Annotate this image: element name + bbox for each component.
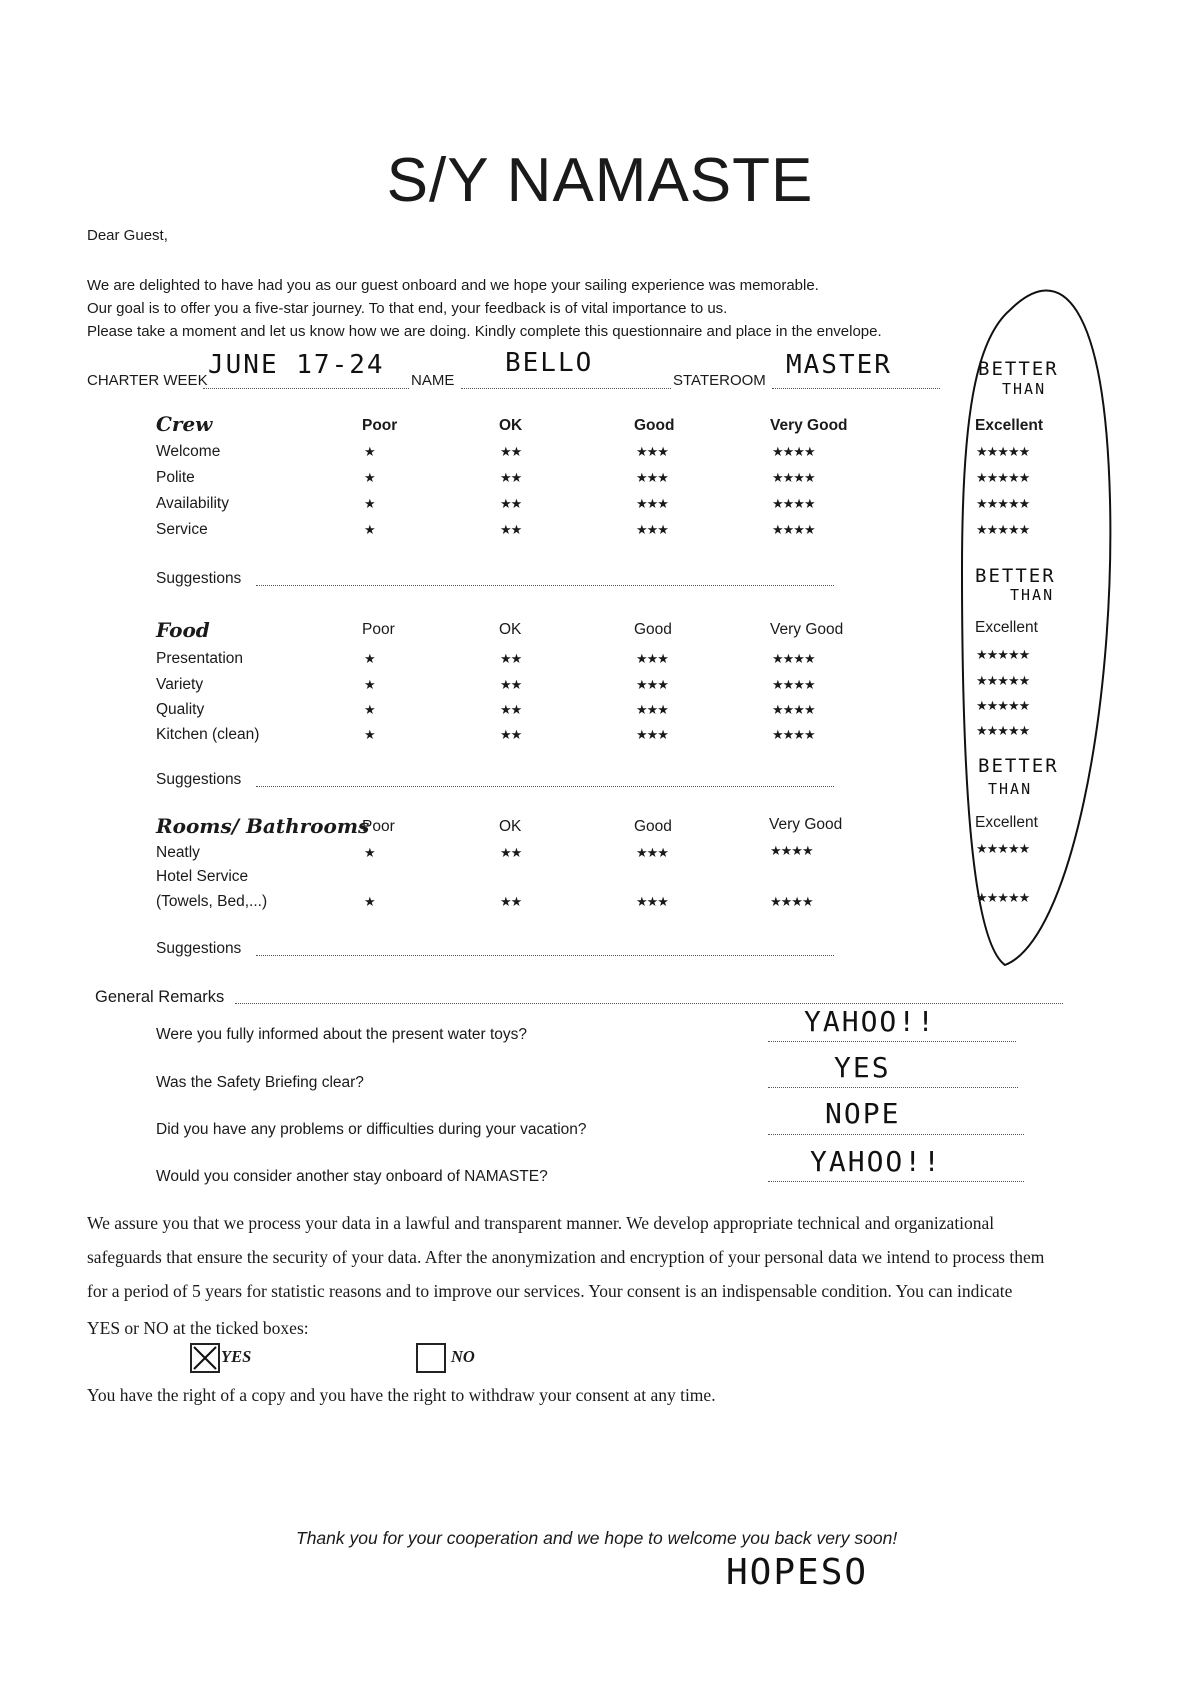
rating-4-star[interactable]: ★★★★ <box>772 470 815 485</box>
name-line <box>461 388 671 389</box>
rating-5-star[interactable]: ★★★★★ <box>976 890 1030 905</box>
rating-1-star[interactable]: ★ <box>364 727 375 742</box>
rating-5-star[interactable]: ★★★★★ <box>976 522 1030 537</box>
rating-2-star[interactable]: ★★ <box>500 845 522 860</box>
question: Were you fully informed about the present water toys? <box>156 1026 528 1043</box>
page-title: S/Y NAMASTE <box>386 146 814 215</box>
intro-line: Please take a moment and let us know how we are doing. Kindly complete this questionnaire and place in the envelope. <box>87 323 882 340</box>
crew-suggestions-line[interactable] <box>256 585 834 586</box>
rating-3-star[interactable]: ★★★ <box>636 894 668 909</box>
legal-line: for a period of 5 years for statistic reasons and to improve our services. Your consent is an indispensable condition. You can indicate <box>87 1281 1013 1301</box>
answer-line <box>768 1041 1016 1042</box>
rooms-suggestions-line[interactable] <box>256 955 834 956</box>
legal-line: We assure you that we process your data in a lawful and transparent manner. We develop appropriate technical and organizational <box>87 1213 995 1233</box>
rating-3-star[interactable]: ★★★ <box>636 522 668 537</box>
withdraw-text: You have the right of a copy and you have the right to withdraw your consent at any time. <box>87 1385 716 1405</box>
answer[interactable]: YAHOO!! <box>810 1145 943 1178</box>
greeting: Dear Guest, <box>87 227 168 244</box>
crew-item: Service <box>156 521 208 538</box>
charter-week-value[interactable]: JUNE 17-24 <box>208 350 385 380</box>
rating-2-star[interactable]: ★★ <box>500 702 522 717</box>
answer-line <box>768 1134 1024 1135</box>
stateroom-line <box>772 388 940 389</box>
question: Did you have any problems or difficulties during your vacation? <box>156 1121 587 1138</box>
signature: HOPESO <box>726 1552 869 1593</box>
rating-2-star[interactable]: ★★ <box>500 470 522 485</box>
section-title-crew: Crew <box>156 412 213 436</box>
rating-4-star[interactable]: ★★★★ <box>772 522 815 537</box>
rating-3-star[interactable]: ★★★ <box>636 651 668 666</box>
rating-4-star[interactable]: ★★★★ <box>772 677 815 692</box>
rating-3-star[interactable]: ★★★ <box>636 727 668 742</box>
rooms-suggestions-label: Suggestions <box>156 940 242 957</box>
rating-5-star[interactable]: ★★★★★ <box>976 444 1030 459</box>
rating-5-star[interactable]: ★★★★★ <box>976 841 1030 856</box>
section-title-food: Food <box>156 618 210 642</box>
answer-line <box>768 1087 1018 1088</box>
crew-item: Welcome <box>156 443 221 460</box>
rating-2-star[interactable]: ★★ <box>500 444 522 459</box>
col-ok: OK <box>499 818 522 835</box>
food-item: Variety <box>156 676 204 693</box>
rating-3-star[interactable]: ★★★ <box>636 444 668 459</box>
rating-5-star[interactable]: ★★★★★ <box>976 698 1030 713</box>
intro-line: Our goal is to offer you a five-star journey. To that end, your feedback is of vital importance to us. <box>87 300 728 317</box>
col-excellent: Excellent <box>975 417 1044 434</box>
col-ok: OK <box>499 621 522 638</box>
rooms-item: Hotel Service <box>156 868 249 885</box>
name-label: NAME <box>411 372 455 389</box>
rating-2-star[interactable]: ★★ <box>500 522 522 537</box>
col-very-good: Very Good <box>770 621 844 638</box>
consent-no-label: NO <box>451 1347 475 1366</box>
answer[interactable]: YES <box>834 1051 891 1084</box>
rating-1-star[interactable]: ★ <box>364 651 375 666</box>
legal-line: YES or NO at the ticked boxes: <box>87 1318 309 1338</box>
rating-4-star[interactable]: ★★★★ <box>770 843 813 858</box>
rating-4-star[interactable]: ★★★★ <box>772 727 815 742</box>
rooms-item: (Towels, Bed,...) <box>156 893 268 910</box>
checkmark-x-icon <box>192 1345 218 1371</box>
rating-5-star[interactable]: ★★★★★ <box>976 723 1030 738</box>
food-item: Presentation <box>156 650 244 667</box>
rooms-item: Neatly <box>156 844 200 861</box>
col-excellent: Excellent <box>975 619 1038 636</box>
rating-1-star[interactable]: ★ <box>364 470 375 485</box>
rating-3-star[interactable]: ★★★ <box>636 702 668 717</box>
intro-line: We are delighted to have had you as our guest onboard and we hope your sailing experience was memorable. <box>87 277 819 294</box>
rating-2-star[interactable]: ★★ <box>500 496 522 511</box>
question: Would you consider another stay onboard of NAMASTE? <box>156 1168 548 1185</box>
crew-suggestions-label: Suggestions <box>156 570 242 587</box>
col-poor: Poor <box>362 417 398 434</box>
food-suggestions-line[interactable] <box>256 786 834 787</box>
rating-2-star[interactable]: ★★ <box>500 677 522 692</box>
note-better: BETTER <box>975 565 1056 587</box>
general-remarks-line[interactable] <box>235 1003 1063 1004</box>
food-item: Quality <box>156 701 205 718</box>
food-suggestions-label: Suggestions <box>156 771 242 788</box>
answer[interactable]: YAHOO!! <box>804 1005 937 1038</box>
rating-4-star[interactable]: ★★★★ <box>772 444 815 459</box>
charter-week-label: CHARTER WEEK <box>87 372 208 389</box>
col-excellent: Excellent <box>975 814 1038 831</box>
col-ok: OK <box>499 417 523 434</box>
food-item: Kitchen (clean) <box>156 726 260 743</box>
rating-1-star[interactable]: ★ <box>364 444 375 459</box>
consent-yes-label: YES <box>221 1347 252 1366</box>
rating-5-star[interactable]: ★★★★★ <box>976 470 1030 485</box>
rating-5-star[interactable]: ★★★★★ <box>976 673 1030 688</box>
legal-line: safeguards that ensure the security of your data. After the anonymization and encryption of your personal data we intend to process them <box>87 1247 1045 1267</box>
col-very-good: Very Good <box>770 417 848 434</box>
rating-3-star[interactable]: ★★★ <box>636 845 668 860</box>
section-title-rooms: Rooms/ Bathrooms <box>156 814 370 838</box>
rating-1-star[interactable]: ★ <box>364 845 375 860</box>
rating-3-star[interactable]: ★★★ <box>636 496 668 511</box>
consent-no-checkbox[interactable] <box>416 1343 446 1373</box>
consent-yes-checkbox[interactable] <box>190 1343 220 1373</box>
crew-item: Polite <box>156 469 195 486</box>
col-good: Good <box>634 818 672 835</box>
note-than: THAN <box>1002 380 1047 398</box>
rating-3-star[interactable]: ★★★ <box>636 470 668 485</box>
note-better: BETTER <box>978 358 1059 380</box>
rating-2-star[interactable]: ★★ <box>500 894 522 909</box>
thanks-text: Thank you for your cooperation and we hope to welcome you back very soon! <box>296 1528 898 1548</box>
col-good: Good <box>634 417 675 434</box>
note-better: BETTER <box>978 755 1059 777</box>
note-than: THAN <box>1010 586 1055 604</box>
rating-1-star[interactable]: ★ <box>364 522 375 537</box>
rating-4-star[interactable]: ★★★★ <box>772 651 815 666</box>
col-very-good: Very Good <box>769 816 843 833</box>
note-than: THAN <box>988 780 1033 798</box>
handdrawn-ellipse <box>950 240 1120 980</box>
rating-2-star[interactable]: ★★ <box>500 727 522 742</box>
general-remarks-label: General Remarks <box>95 988 225 1006</box>
col-poor: Poor <box>362 621 395 638</box>
rating-5-star[interactable]: ★★★★★ <box>976 647 1030 662</box>
charter-week-line <box>203 388 409 389</box>
rating-1-star[interactable]: ★ <box>364 496 375 511</box>
stateroom-value[interactable]: MASTER <box>786 350 892 380</box>
rating-5-star[interactable]: ★★★★★ <box>976 496 1030 511</box>
stateroom-label: STATEROOM <box>673 372 766 389</box>
rating-1-star[interactable]: ★ <box>364 677 375 692</box>
rating-1-star[interactable]: ★ <box>364 894 375 909</box>
col-good: Good <box>634 621 672 638</box>
answer[interactable]: NOPE <box>825 1097 901 1130</box>
answer-line <box>768 1181 1024 1182</box>
name-value[interactable]: BELLO <box>505 348 594 378</box>
rating-4-star[interactable]: ★★★★ <box>770 894 813 909</box>
rating-1-star[interactable]: ★ <box>364 702 375 717</box>
rating-3-star[interactable]: ★★★ <box>636 677 668 692</box>
col-poor: Poor <box>362 818 395 835</box>
rating-4-star[interactable]: ★★★★ <box>772 702 815 717</box>
crew-item: Availability <box>156 495 229 512</box>
rating-4-star[interactable]: ★★★★ <box>772 496 815 511</box>
rating-2-star[interactable]: ★★ <box>500 651 522 666</box>
question: Was the Safety Briefing clear? <box>156 1074 364 1091</box>
